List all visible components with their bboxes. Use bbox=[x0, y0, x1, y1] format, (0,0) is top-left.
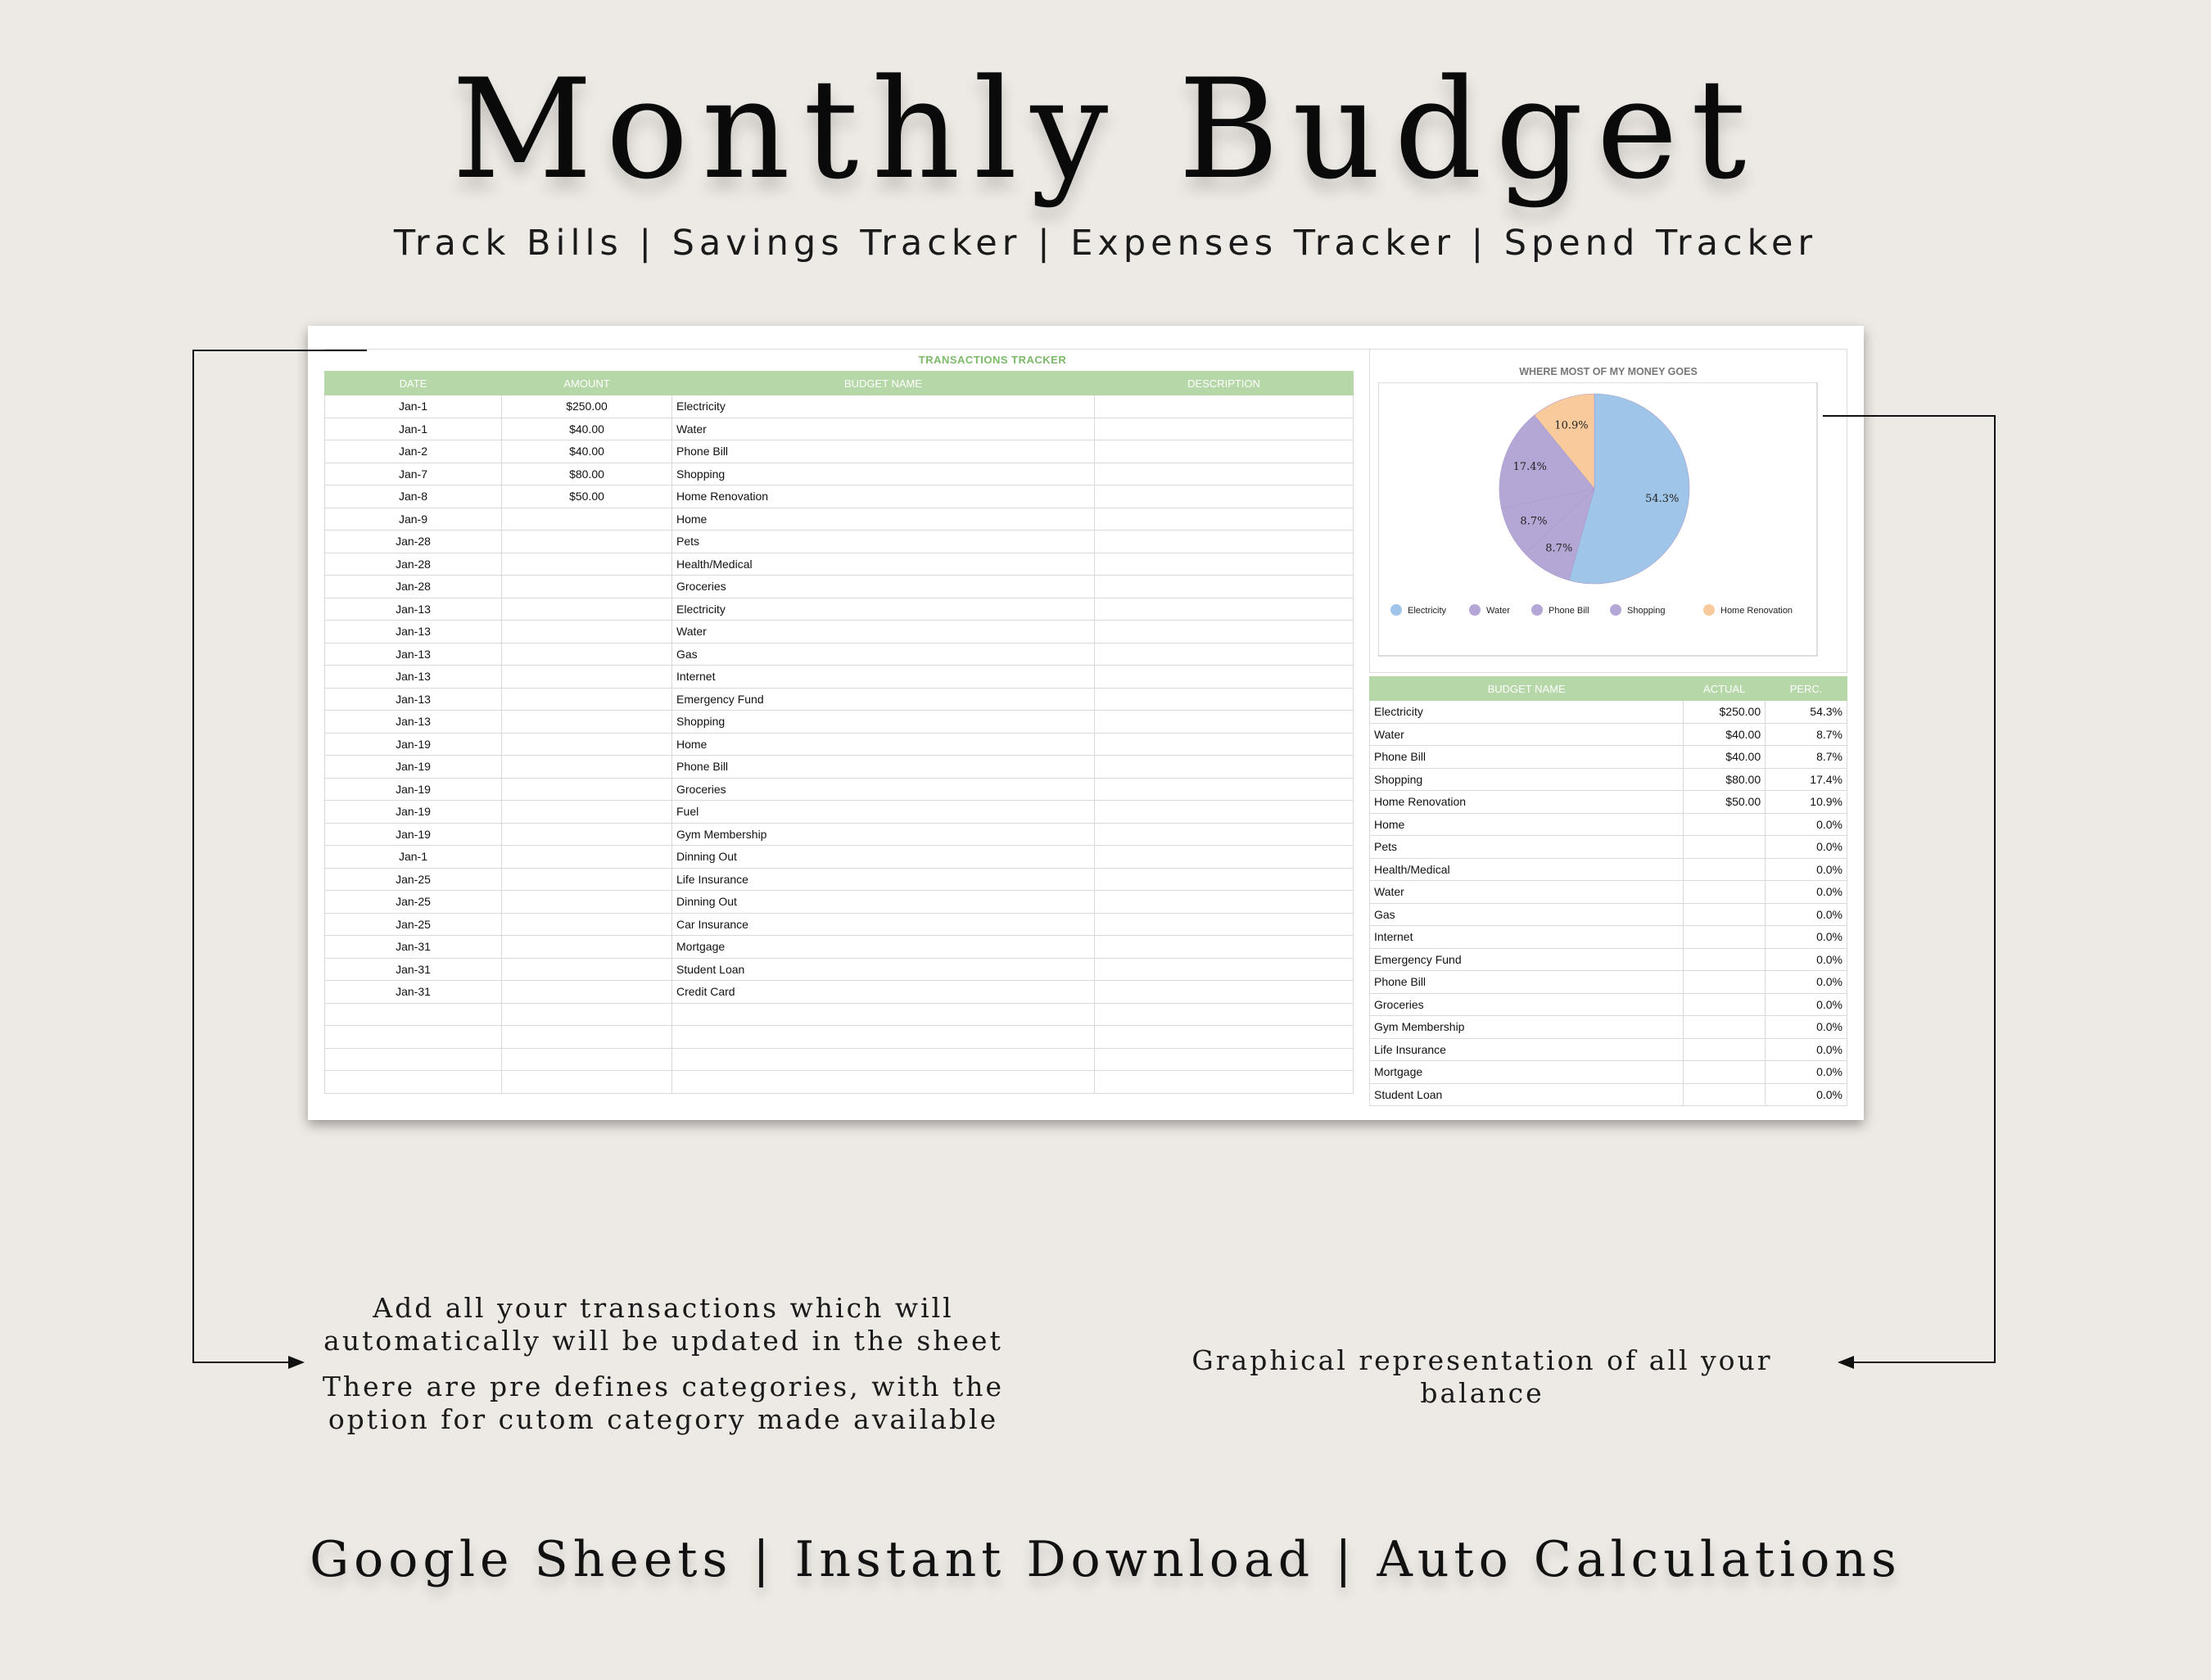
percent-cell: 8.7% bbox=[1766, 746, 1847, 769]
note-line: automatically will be updated in the sheet bbox=[323, 1325, 1003, 1357]
date-cell[interactable]: Jan-31 bbox=[325, 936, 502, 959]
actual-cell: $50.00 bbox=[1684, 791, 1766, 814]
budget-name-cell[interactable]: Groceries bbox=[672, 576, 1095, 598]
actual-cell: $250.00 bbox=[1684, 701, 1766, 724]
budget-name-cell: Groceries bbox=[1370, 993, 1684, 1016]
categories-note bbox=[311, 1371, 1015, 1436]
date-cell[interactable]: Jan-13 bbox=[325, 621, 502, 644]
legend-label: Water bbox=[1486, 606, 1510, 616]
column-header-percent[interactable]: PERC. bbox=[1766, 677, 1847, 701]
date-cell[interactable]: Jan-7 bbox=[325, 463, 502, 485]
budget-name-cell[interactable]: Water bbox=[672, 418, 1095, 440]
left-callout-arrow bbox=[193, 350, 367, 1362]
pie-data-label: 8.7% bbox=[1520, 515, 1548, 528]
graph-note: Graphical representation of all your balance bbox=[1191, 1344, 1773, 1409]
budget-name-cell[interactable]: Electricity bbox=[672, 598, 1095, 621]
amount-cell[interactable]: $40.00 bbox=[502, 418, 672, 440]
chart-title: WHERE MOST OF MY MONEY GOES bbox=[1519, 366, 1698, 377]
budget-name-cell[interactable]: Fuel bbox=[672, 801, 1095, 824]
budget-name-cell[interactable]: Health/Medical bbox=[672, 553, 1095, 576]
transactions-note bbox=[311, 1292, 1015, 1357]
percent-cell: 0.0% bbox=[1766, 1038, 1847, 1061]
date-cell[interactable]: Jan-28 bbox=[325, 531, 502, 553]
date-cell[interactable]: Jan-25 bbox=[325, 913, 502, 936]
budget-name-cell[interactable]: Shopping bbox=[672, 463, 1095, 485]
percent-cell: 17.4% bbox=[1766, 768, 1847, 791]
budget-name-cell[interactable]: Groceries bbox=[672, 778, 1095, 801]
date-cell[interactable]: Jan-19 bbox=[325, 801, 502, 824]
amount-cell[interactable]: $250.00 bbox=[502, 395, 672, 418]
budget-name-cell[interactable]: Pets bbox=[672, 531, 1095, 553]
date-cell[interactable]: Jan-31 bbox=[325, 981, 502, 1004]
date-cell[interactable]: Jan-19 bbox=[325, 823, 502, 846]
actual-cell: $80.00 bbox=[1684, 768, 1766, 791]
legend-label: Home Renovation bbox=[1720, 606, 1793, 616]
budget-name-cell[interactable]: Water bbox=[672, 621, 1095, 644]
budget-name-cell[interactable]: Home bbox=[672, 508, 1095, 531]
budget-name-cell[interactable]: Dinning Out bbox=[672, 846, 1095, 869]
percent-cell: 0.0% bbox=[1766, 813, 1847, 836]
budget-name-cell[interactable]: Gas bbox=[672, 643, 1095, 666]
budget-name-cell[interactable]: Electricity bbox=[672, 395, 1095, 418]
percent-cell: 8.7% bbox=[1766, 723, 1847, 746]
date-cell[interactable]: Jan-13 bbox=[325, 643, 502, 666]
budget-name-cell[interactable]: Dinning Out bbox=[672, 891, 1095, 914]
budget-name-cell: Gas bbox=[1370, 903, 1684, 926]
column-header-actual[interactable]: ACTUAL bbox=[1684, 677, 1766, 701]
percent-cell: 0.0% bbox=[1766, 1083, 1847, 1106]
percent-cell: 0.0% bbox=[1766, 948, 1847, 971]
budget-name-cell[interactable]: Car Insurance bbox=[672, 913, 1095, 936]
pie-data-label: 54.3% bbox=[1645, 493, 1680, 506]
budget-name-cell: Life Insurance bbox=[1370, 1038, 1684, 1061]
date-cell[interactable]: Jan-13 bbox=[325, 598, 502, 621]
footer-tagline: Google Sheets | Instant Download | Auto Calculations bbox=[310, 1531, 1901, 1588]
amount-cell[interactable]: $80.00 bbox=[502, 463, 672, 485]
date-cell[interactable]: Jan-2 bbox=[325, 440, 502, 463]
date-cell[interactable]: Jan-1 bbox=[325, 846, 502, 869]
budget-name-cell: Water bbox=[1370, 881, 1684, 904]
budget-name-cell[interactable]: Mortgage bbox=[672, 936, 1095, 959]
percent-cell: 0.0% bbox=[1766, 836, 1847, 859]
column-header-budget-name[interactable]: BUDGET NAME bbox=[672, 372, 1095, 395]
amount-cell[interactable]: $50.00 bbox=[502, 485, 672, 508]
budget-name-cell[interactable]: Phone Bill bbox=[672, 440, 1095, 463]
date-cell[interactable]: Jan-8 bbox=[325, 485, 502, 508]
budget-name-cell[interactable]: Phone Bill bbox=[672, 756, 1095, 779]
right-callout-arrow bbox=[1823, 416, 1995, 1362]
budget-name-cell: Internet bbox=[1370, 926, 1684, 949]
date-cell[interactable]: Jan-1 bbox=[325, 418, 502, 440]
legend-label: Phone Bill bbox=[1549, 606, 1589, 616]
budget-name-cell[interactable]: Emergency Fund bbox=[672, 688, 1095, 711]
budget-name-cell: Student Loan bbox=[1370, 1083, 1684, 1106]
actual-cell: $40.00 bbox=[1684, 723, 1766, 746]
actual-cell: $40.00 bbox=[1684, 746, 1766, 769]
percent-cell: 10.9% bbox=[1766, 791, 1847, 814]
column-header-description[interactable]: DESCRIPTION bbox=[1095, 372, 1354, 395]
budget-name-cell: Health/Medical bbox=[1370, 858, 1684, 881]
legend-label: Electricity bbox=[1408, 606, 1447, 616]
budget-name-cell: Electricity bbox=[1370, 701, 1684, 724]
percent-cell: 0.0% bbox=[1766, 1016, 1847, 1039]
percent-cell: 0.0% bbox=[1766, 971, 1847, 994]
amount-cell[interactable]: $40.00 bbox=[502, 440, 672, 463]
budget-name-cell[interactable]: Home Renovation bbox=[672, 485, 1095, 508]
date-cell[interactable]: Jan-13 bbox=[325, 688, 502, 711]
percent-cell: 0.0% bbox=[1766, 903, 1847, 926]
date-cell[interactable]: Jan-25 bbox=[325, 868, 502, 891]
column-header-budget-name[interactable]: BUDGET NAME bbox=[1370, 677, 1684, 701]
budget-name-cell[interactable]: Gym Membership bbox=[672, 823, 1095, 846]
percent-cell: 0.0% bbox=[1766, 858, 1847, 881]
note-line: There are pre defines categories, with the bbox=[322, 1371, 1005, 1402]
transactions-title: TRANSACTIONS TRACKER bbox=[324, 349, 1661, 371]
pie-data-label: 8.7% bbox=[1545, 542, 1573, 555]
column-header-date[interactable]: DATE bbox=[325, 372, 502, 395]
date-cell[interactable]: Jan-13 bbox=[325, 666, 502, 689]
date-cell[interactable]: Jan-19 bbox=[325, 733, 502, 756]
date-cell[interactable]: Jan-19 bbox=[325, 756, 502, 779]
budget-name-cell[interactable]: Credit Card bbox=[672, 981, 1095, 1004]
budget-name-cell[interactable]: Home bbox=[672, 733, 1095, 756]
date-cell[interactable]: Jan-25 bbox=[325, 891, 502, 914]
budget-name-cell: Home bbox=[1370, 813, 1684, 836]
pie-data-label: 17.4% bbox=[1512, 461, 1547, 474]
budget-name-cell: Pets bbox=[1370, 836, 1684, 859]
budget-name-cell[interactable]: Shopping bbox=[672, 711, 1095, 734]
percent-cell: 0.0% bbox=[1766, 1061, 1847, 1084]
date-cell[interactable]: Jan-28 bbox=[325, 576, 502, 598]
budget-name-cell: Phone Bill bbox=[1370, 971, 1684, 994]
budget-name-cell[interactable]: Student Loan bbox=[672, 958, 1095, 981]
budget-name-cell: Water bbox=[1370, 723, 1684, 746]
budget-name-cell: Emergency Fund bbox=[1370, 948, 1684, 971]
budget-name-cell: Home Renovation bbox=[1370, 791, 1684, 814]
date-cell[interactable]: Jan-1 bbox=[325, 395, 502, 418]
percent-cell: 0.0% bbox=[1766, 926, 1847, 949]
page-title: Monthly Budget bbox=[451, 49, 1760, 210]
date-cell[interactable]: Jan-28 bbox=[325, 553, 502, 576]
budget-name-cell[interactable]: Internet bbox=[672, 666, 1095, 689]
pie-data-label: 10.9% bbox=[1554, 419, 1589, 432]
budget-name-cell: Phone Bill bbox=[1370, 746, 1684, 769]
budget-name-cell: Gym Membership bbox=[1370, 1016, 1684, 1039]
percent-cell: 54.3% bbox=[1766, 701, 1847, 724]
date-cell[interactable]: Jan-31 bbox=[325, 958, 502, 981]
percent-cell: 0.0% bbox=[1766, 881, 1847, 904]
date-cell[interactable]: Jan-13 bbox=[325, 711, 502, 734]
note-line: Add all your transactions which will bbox=[373, 1292, 954, 1324]
legend-label: Shopping bbox=[1627, 606, 1666, 616]
date-cell[interactable]: Jan-19 bbox=[325, 778, 502, 801]
budget-name-cell[interactable]: Life Insurance bbox=[672, 868, 1095, 891]
note-line: option for cutom category made available bbox=[328, 1403, 999, 1435]
page-subtitle: Track Bills | Savings Tracker | Expenses Tracker | Spend Tracker bbox=[393, 223, 1818, 264]
date-cell[interactable]: Jan-9 bbox=[325, 508, 502, 531]
percent-cell: 0.0% bbox=[1766, 993, 1847, 1016]
budget-name-cell: Mortgage bbox=[1370, 1061, 1684, 1084]
column-header-amount[interactable]: AMOUNT bbox=[502, 372, 672, 395]
budget-name-cell: Shopping bbox=[1370, 768, 1684, 791]
